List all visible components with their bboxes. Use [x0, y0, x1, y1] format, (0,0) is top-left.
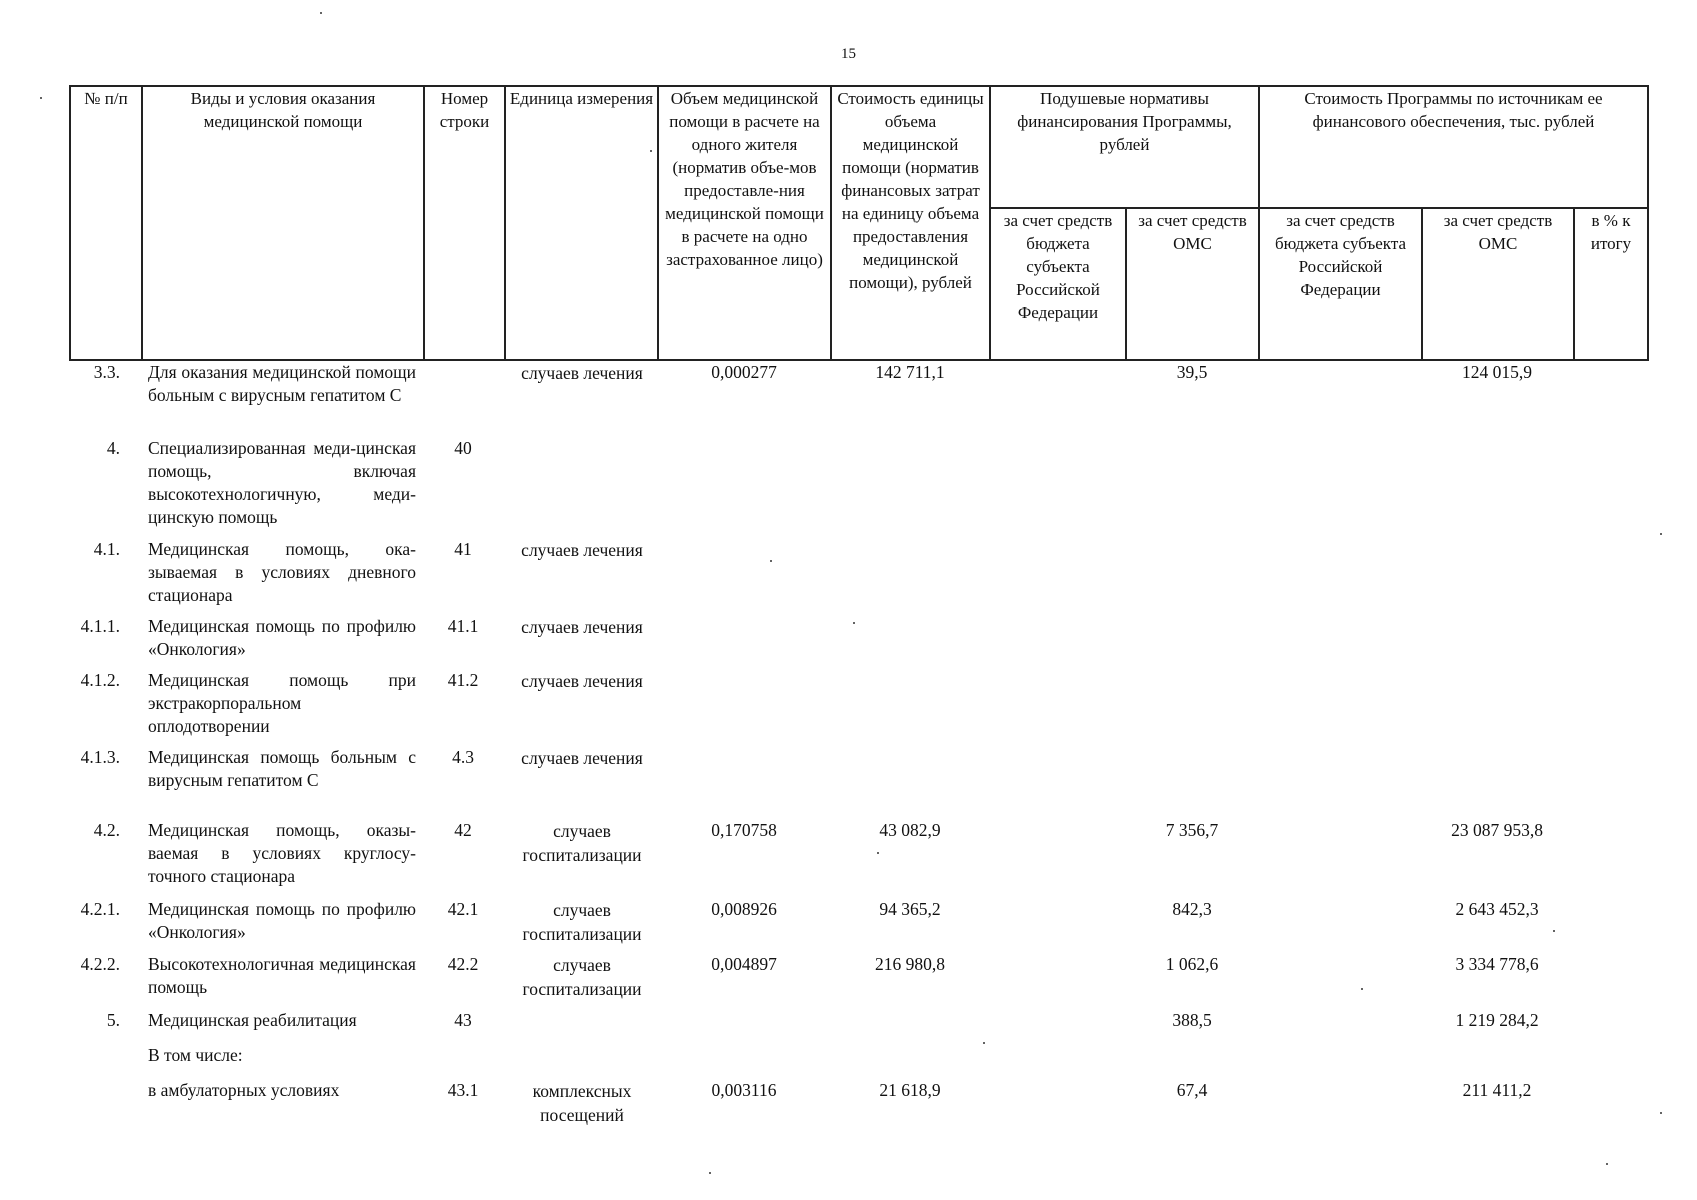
row-name: Медицинская помощь больным с вирусным гепатитом С	[148, 747, 416, 790]
row-percapita-oms: 7 356,7	[1165, 820, 1219, 840]
row-volume: 0,008926	[711, 899, 777, 919]
row-volume: 0,170758	[711, 820, 777, 840]
scan-speck	[1660, 1112, 1662, 1114]
header-name: Виды и условия оказания медицинской помощи	[142, 86, 424, 360]
row-num: 4.2.2.	[80, 954, 120, 974]
row-name: в амбулаторных условиях	[148, 1080, 340, 1100]
row-name: Медицинская реабилитация	[148, 1010, 357, 1030]
row-name: Медицинская помощь при экстракорпоральном оплодотворении	[148, 670, 416, 736]
row-line: 41.1	[447, 616, 479, 636]
row-volume: 0,000277	[711, 362, 777, 382]
row-line: 43	[454, 1010, 472, 1030]
row-name: Медицинская помощь, оказы-ваемая в условиях круглосу-точного стационара	[148, 820, 416, 886]
scan-speck	[650, 150, 652, 152]
row-cost: 21 618,9	[879, 1080, 941, 1100]
row-num: 5.	[106, 1010, 120, 1030]
row-line: 43.1	[447, 1080, 479, 1100]
header-sources-percent: в % к итогу	[1574, 208, 1648, 360]
row-num: 4.1.1.	[80, 616, 120, 636]
row-num: 4.1.3.	[80, 747, 120, 767]
row-num: 3.3.	[93, 362, 120, 382]
row-percapita-oms: 67,4	[1176, 1080, 1208, 1100]
row-num: 4.1.2.	[80, 670, 120, 690]
header-percapita-oms: за счет средств ОМС	[1126, 208, 1259, 360]
row-name: Высокотехнологичная медицинская помощь	[148, 954, 416, 997]
scan-speck	[1660, 533, 1662, 535]
row-percapita-oms: 388,5	[1172, 1010, 1212, 1030]
row-unit: случаев лечения	[521, 540, 643, 560]
row-name: Медицинская помощь, ока-зываемая в условиях дневного стационара	[148, 539, 416, 605]
scan-speck	[983, 1042, 985, 1044]
row-num: 4.1.	[93, 539, 120, 559]
scan-speck	[320, 12, 322, 14]
row-sources-oms: 124 015,9	[1462, 362, 1532, 382]
row-line: 42.1	[447, 899, 479, 919]
row-line: 41	[454, 539, 472, 559]
row-sources-oms: 3 334 778,6	[1455, 954, 1539, 974]
row-unit: случаев лечения	[521, 748, 643, 768]
row-sources-oms: 211 411,2	[1462, 1080, 1532, 1100]
header-sources-oms: за счет средств ОМС	[1422, 208, 1574, 360]
row-name: Специализированная меди-цинская помощь, включая высокотехнологичную, меди-цинскую помощь	[148, 438, 416, 527]
row-percapita-oms: 1 062,6	[1165, 954, 1219, 974]
row-cost: 43 082,9	[879, 820, 941, 840]
row-unit: случаев лечения	[521, 671, 643, 691]
scan-speck	[40, 97, 42, 99]
scan-speck	[1606, 1163, 1608, 1165]
table-header	[69, 85, 1649, 361]
row-cost: 216 980,8	[875, 954, 945, 974]
scan-speck	[1553, 930, 1555, 932]
scan-speck	[877, 852, 879, 854]
row-name: Медицинская помощь по профилю «Онкология»	[148, 616, 416, 659]
row-line: 40	[454, 438, 472, 458]
header-line: Номер строки	[424, 86, 505, 360]
header-percapita-group: Подушевые нормативы финансирования Программы, рублей	[990, 86, 1259, 208]
row-volume: 0,003116	[711, 1080, 777, 1100]
header-sources-budget: за счет средств бюджета субъекта Российской Федерации	[1259, 208, 1422, 360]
row-sources-oms: 1 219 284,2	[1455, 1010, 1539, 1030]
row-num: 4.	[106, 438, 120, 458]
header-sources-group: Стоимость Программы по источникам ее финансового обеспечения, тыс. рублей	[1259, 86, 1648, 208]
row-unit: случаев лечения	[521, 363, 643, 383]
row-percapita-oms: 842,3	[1172, 899, 1212, 919]
row-line: 4.3	[452, 747, 474, 767]
page-number: 15	[841, 46, 856, 62]
header-num: № п/п	[70, 86, 142, 360]
row-sources-oms: 23 087 953,8	[1451, 820, 1543, 840]
row-name: В том числе:	[148, 1045, 243, 1065]
row-unit: случаев госпитализации	[522, 900, 642, 944]
header-volume: Объем медицинской помощи в расчете на одного жителя (норматив объе-мов предоставле-ния медицинской помощи в расчете на одно застрахованное лицо)	[658, 86, 831, 360]
scan-speck	[770, 560, 772, 562]
row-name: Медицинская помощь по профилю «Онкология»	[148, 899, 416, 942]
row-volume: 0,004897	[711, 954, 777, 974]
scan-speck	[709, 1172, 711, 1174]
row-line: 42.2	[447, 954, 479, 974]
header-percapita-budget: за счет средств бюджета субъекта Российской Федерации	[990, 208, 1126, 360]
row-name: Для оказания медицинской помощи больным с вирусным гепатитом С	[148, 362, 416, 405]
row-num: 4.2.	[93, 820, 120, 840]
row-unit: случаев госпитализации	[522, 955, 642, 999]
row-line: 41.2	[447, 670, 479, 690]
row-num: 4.2.1.	[80, 899, 120, 919]
row-percapita-oms: 39,5	[1176, 362, 1208, 382]
header-cost: Стоимость единицы объема медицинской помощи (норматив финансовых затрат на единицу объема предоставления медицинской помощи), рублей	[831, 86, 990, 360]
row-sources-oms: 2 643 452,3	[1455, 899, 1539, 919]
row-line: 42	[454, 820, 472, 840]
header-unit: Единица измерения	[505, 86, 658, 360]
row-cost: 142 711,1	[875, 362, 945, 382]
row-cost: 94 365,2	[879, 899, 941, 919]
scan-speck	[1361, 988, 1363, 990]
row-unit: комплексных посещений	[532, 1081, 632, 1125]
scan-speck	[853, 622, 855, 624]
row-unit: случаев госпитализации	[522, 821, 642, 865]
row-unit: случаев лечения	[521, 617, 643, 637]
